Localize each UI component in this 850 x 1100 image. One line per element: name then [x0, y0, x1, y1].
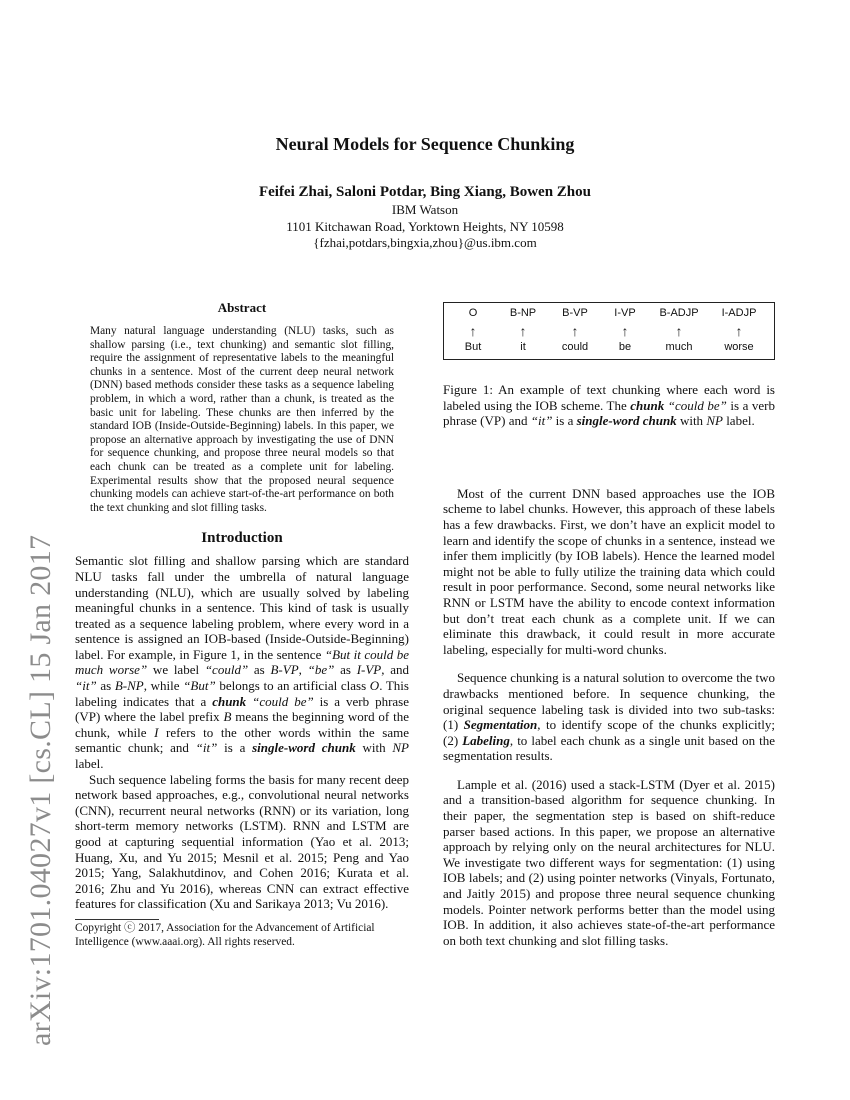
- figure-caption: Figure 1: An example of text chunking where each word is labeled using the IOB scheme. The chunk “could be” is a verb phrase (VP) and “it” is a single-word chunk with NP label.: [443, 382, 775, 429]
- figure-cell: [712, 307, 766, 355]
- iob-label: B-ADJP: [659, 307, 699, 319]
- footnote-rule: [75, 919, 159, 920]
- sentence-word: it: [520, 341, 526, 353]
- figure-cell: [652, 307, 706, 355]
- iob-label: I-VP: [614, 307, 636, 319]
- sentence-word: be: [618, 341, 632, 353]
- up-arrow-icon: ↑: [675, 323, 683, 339]
- up-arrow-icon: ↑: [469, 323, 477, 339]
- right-paragraph-3: Lample et al. (2016) used a stack-LSTM (Dyer et al. 2015) and a transition-based algorithm for sequence chunking. In their paper, the segmentation step is based on shift-reduce parser based actions. In this paper, we propose an alternative approach by relying only on the neural architectures for NLU. We investigate two different ways for segmentation: (1) using IOB labels; and (2) using pointer networks (Vinyals, Fortunato, and Jaitly 2015) and propose three neural sequence chunking models. Pointer network performs better than the model using IOB. In addition, it also achieves state-of-the-art performance on both text chunking and slot filling tasks.: [443, 776, 775, 948]
- sentence-word: much: [665, 341, 693, 353]
- institution: IBM Watson: [391, 202, 459, 217]
- introduction-heading: Introduction: [201, 530, 283, 547]
- address: 1101 Kitchawan Road, Yorktown Heights, NY 10598: [286, 218, 564, 234]
- figure-cell: [548, 307, 602, 355]
- figure-1: [443, 302, 775, 360]
- up-arrow-icon: ↑: [735, 323, 743, 339]
- iob-label: B-NP: [509, 307, 537, 319]
- abstract-heading: Abstract: [217, 300, 267, 315]
- iob-label: I-ADJP: [721, 307, 757, 319]
- iob-label: O: [468, 307, 478, 319]
- sentence-word: could: [561, 341, 589, 353]
- iob-label: B-VP: [562, 307, 588, 319]
- abstract-text: Many natural language understanding (NLU) tasks, such as shallow parsing (i.e., text chunking) and semantic slot filling, require the assignment of representative labels to the meaningful chunks in a sentence. Most of the current deep neural network (DNN) based methods consider these tasks as a sequence labeling problem, in which a word, rather than a chunk, is treated as the basic unit for labeling. These chunks are then inferred by the standard IOB (Inside-Outside-Beginning) labels. In this paper, we propose an alternative approach by investigating the use of DNN for sequence chunking, and propose three neural models so that each chunk can be treated as a complete unit for labeling. Experimental results show that the proposed neural sequence chunking models can achieve start-of-the-art performance on both the text chunking and slot filling tasks.: [90, 325, 394, 514]
- affiliation-block: [0, 202, 850, 252]
- up-arrow-icon: ↑: [519, 323, 527, 339]
- email: {fzhai,potdars,bingxia,zhou}@us.ibm.com: [313, 235, 537, 250]
- copyright-notice: Copyright ⓒ 2017, Association for the Advancement of Artificial Intelligence (www.aaai.org). All rights reserved.: [75, 921, 375, 948]
- right-column: [443, 300, 775, 948]
- figure-cell: [598, 307, 652, 355]
- right-body: [443, 486, 775, 949]
- intro-paragraph-1: Semantic slot filling and shallow parsing which are standard NLU tasks fall under the umbrella of natural language understanding (NLU), which are usually solved by labeling meaningful chunks in a sentence. This kind of task is usually treated as a sequence labeling problem, where every word in a sentence is assigned an IOB-based (Inside-Outside-Beginning) label. For example, in Figure 1, in the sentence “But it could be much worse” we label “could” as B-VP, “be” as I-VP, and “it” as B-NP, while “But” belongs to an artificial class O. This labeling indicates that a chunk “could be” is a verb phrase (VP) where the label prefix B means the beginning word of the chunk, while I refers to the other words within the same semantic chunk; and “it” is a single-word chunk with NP label.: [75, 553, 410, 772]
- up-arrow-icon: ↑: [621, 323, 629, 339]
- up-arrow-icon: ↑: [571, 323, 579, 339]
- right-paragraph-1: Most of the current DNN based approaches use the IOB scheme to label chunks. However, this approach of these labels has a few drawbacks. First, we don’t have an explicit model to learn and identify the scope of chunks in a sentence, instead we infer them implicitly (by IOB labels). Hence the learned model might not be able to fully utilize the training data which could result in poor performance. Second, some neural networks like RNN or LSTM have the ability to encode context information but don’t treat each chunk as a complete unit. If we can eliminate this drawback, it could result in more accurate labeling, especially for multi-word chunks.: [443, 485, 775, 657]
- intro-paragraph-2: Such sequence labeling forms the basis for many recent deep network based approaches, e.g., convolutional neural networks (CNN), recurrent neural networks (RNN) or its variation, long short-term memory networks (LSTM). RNN and LSTM are good at capturing sequential information (Yao et al. 2013; Huang, Xu, and Yu 2015; Mesnil et al. 2015; Peng and Yao 2015; Yang, Salakhutdinov, and Cohen 2016; Kurata et al. 2016; Zhu and Yu 2016), whereas CNN can extract effective features for classification (Xu and Sarikaya 2013; Vu 2016).: [75, 771, 409, 912]
- sentence-word: But: [464, 341, 482, 353]
- author-list: Feifei Zhai, Saloni Potdar, Bing Xiang, Bowen Zhou: [258, 184, 591, 200]
- right-paragraph-2: Sequence chunking is a natural solution to overcome the two drawbacks mentioned before. In sequence chunking, the original sequence labeling task is divided into two sub-tasks: (1) Segmentation, to identify scope of the chunks explicitly; (2) Labeling, to label each chunk as a single unit based on the segmentation results.: [443, 670, 775, 764]
- figure-cell: [496, 307, 550, 355]
- sentence-word: worse: [724, 341, 754, 353]
- figure-cell: [446, 307, 500, 355]
- arxiv-identifier: arXiv:1701.04027v1 [cs.CL] 15 Jan 2017: [24, 534, 57, 1046]
- paper-title: Neural Models for Sequence Chunking: [275, 134, 575, 154]
- left-column: [75, 300, 409, 949]
